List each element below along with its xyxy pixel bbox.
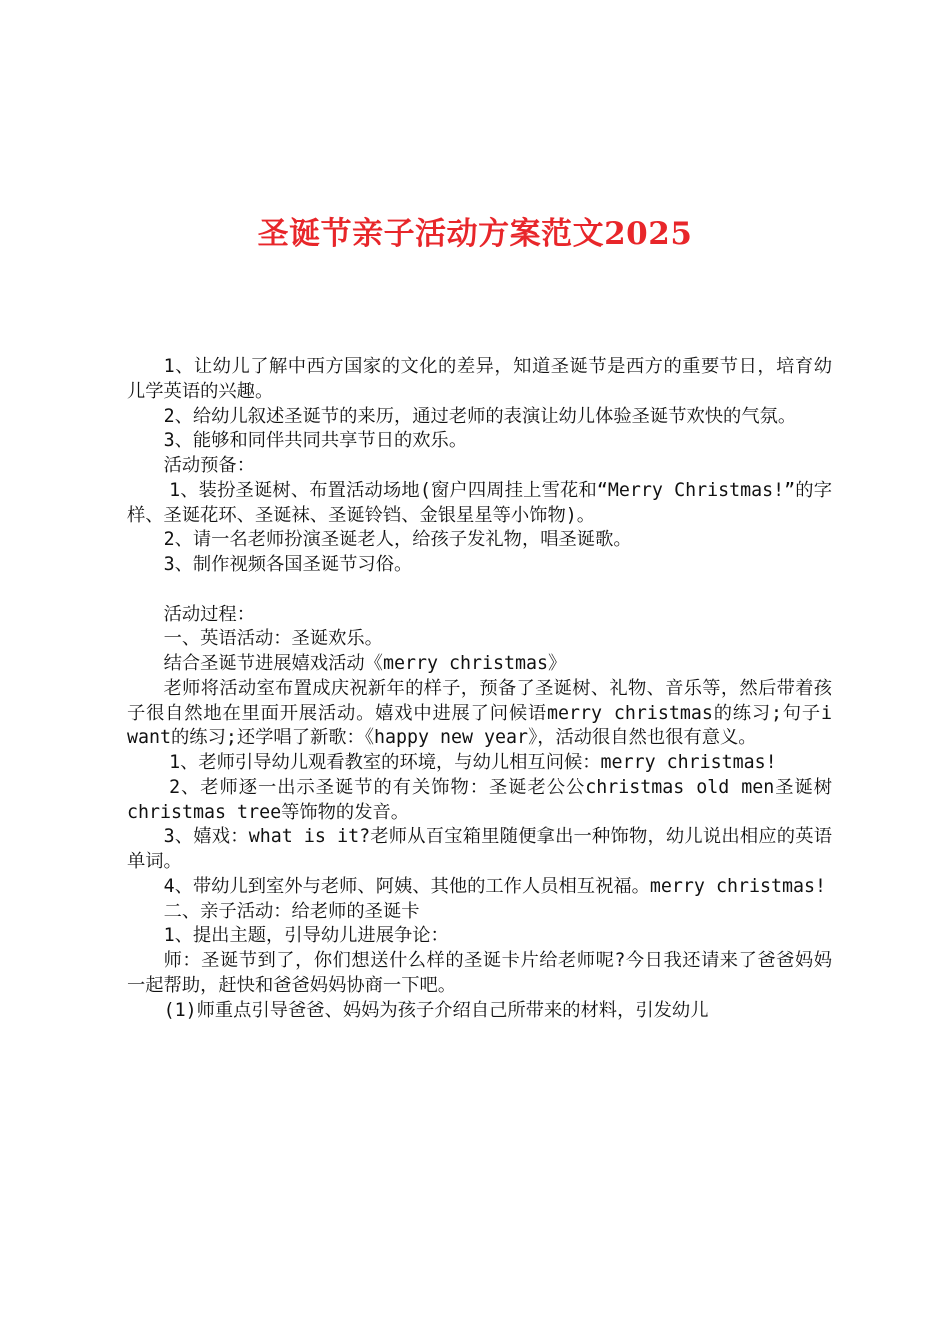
paragraph: 2、老师逐一出示圣诞节的有关饰物：圣诞老公公christmas old men圣诞树christmas tree等饰物的发音。 xyxy=(127,776,832,823)
paragraph: 1、老师引导幼儿观看教室的环境，与幼儿相互问候：merry christmas! xyxy=(169,752,777,773)
blank-line xyxy=(127,578,832,603)
paragraph: 1、让幼儿了解中西方国家的文化的差异，知道圣诞节是西方的重要节日，培育幼儿学英语的兴趣。 xyxy=(127,356,832,402)
paragraph: 2、请一名老师扮演圣诞老人，给孩子发礼物，唱圣诞歌。 xyxy=(163,529,632,551)
section-heading: 活动预备： xyxy=(163,455,255,476)
paragraph: 1、提出主题，引导幼儿进展争论： xyxy=(163,925,449,947)
paragraph: (1)师重点引导爸爸、妈妈为孩子介绍自己所带来的材料，引发幼儿 xyxy=(163,999,709,1021)
paragraph: 2、给幼儿叙述圣诞节的来历，通过老师的表演让幼儿体验圣诞节欢快的气氛。 xyxy=(163,405,797,427)
paragraph: 4、带幼儿到室外与老师、阿姨、其他的工作人员相互祝福。merry christmas! xyxy=(163,875,827,897)
section-heading: 一、英语活动：圣诞欢乐。 xyxy=(163,628,383,650)
section-heading: 二、亲子活动：给老师的圣诞卡 xyxy=(163,900,420,922)
paragraph: 结合圣诞节进展嬉戏活动《merry christmas》 xyxy=(163,653,567,674)
section-heading: 活动过程： xyxy=(163,603,255,625)
paragraph: 3、嬉戏：what is it?老师从百宝箱里随便拿出一种饰物，幼儿说出相应的英语单词。 xyxy=(127,826,832,872)
paragraph: 老师将活动室布置成庆祝新年的样子，预备了圣诞树、礼物、音乐等，然后带着孩子很自然地在里面开展活动。嬉戏中进展了问候语merry christmas的练习;句子i want的练习;还学唱了新歌：《happy new year》，活动很自然也很有意义。 xyxy=(127,677,832,749)
paragraph: 3、制作视频各国圣诞节习俗。 xyxy=(163,554,413,575)
document-body xyxy=(127,355,832,1023)
paragraph: 师：圣诞节到了，你们想送什么样的圣诞卡片给老师呢?今日我还请来了爸爸妈妈一起帮助，赶快和爸爸妈妈协商一下吧。 xyxy=(127,950,832,996)
paragraph: 1、装扮圣诞树、布置活动场地(窗户四周挂上雪花和“Merry Christmas!”的字样、圣诞花环、圣诞袜、圣诞铃铛、金银星星等小饰物)。 xyxy=(127,479,832,526)
paragraph: 3、能够和同伴共同共享节日的欢乐。 xyxy=(163,430,468,452)
document-title: 圣诞节亲子活动方案范文2025 xyxy=(257,216,693,252)
